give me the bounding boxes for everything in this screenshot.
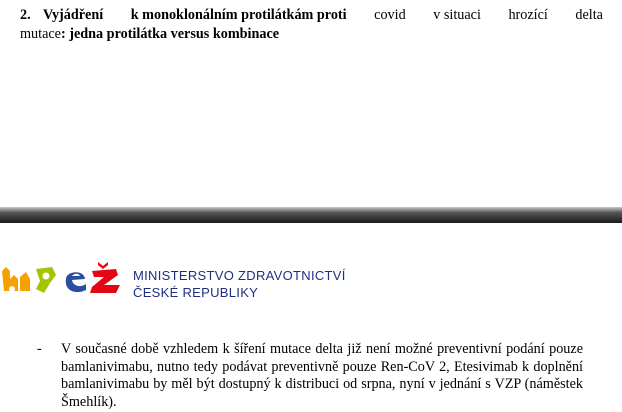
heading-word: k monoklonálním protilátkám proti: [130, 7, 347, 23]
heading-line-2: [20, 25, 279, 44]
ministry-name: [133, 267, 346, 301]
heading-word: v situaci: [433, 7, 481, 23]
ministry-name-line-2: ČESKÉ REPUBLIKY: [133, 285, 259, 300]
heading-word: hrozící: [508, 7, 548, 23]
page-divider: [0, 207, 622, 223]
heading-number: 2.: [20, 7, 31, 23]
heading-line-1: [43, 6, 603, 25]
ministry-logo-icon: [0, 259, 125, 299]
bullet-paragraph: V současné době vzhledem k šíření mutace delta již není možné preventivní podání pouze bamlanivimabu, nutno tedy podávat preventivně pouze Ren-CoV 2, Etesivimab k doplnění bamlanivimabu by měl být dostupný k distribuci od srpna, nyní v jednání s VZP (náměstek Šmehlík).: [61, 341, 583, 410]
heading-word: covid: [374, 7, 406, 23]
heading-bold-phrase: : jedna protilátka versus kombinace: [60, 26, 280, 42]
ministry-name-line-1: MINISTERSTVO ZDRAVOTNICTVÍ: [133, 268, 346, 283]
bullet-marker: -: [37, 341, 42, 357]
heading-word: mutace: [20, 26, 61, 42]
heading-word: Vyjádření: [43, 7, 104, 23]
heading-word: delta: [575, 7, 603, 23]
